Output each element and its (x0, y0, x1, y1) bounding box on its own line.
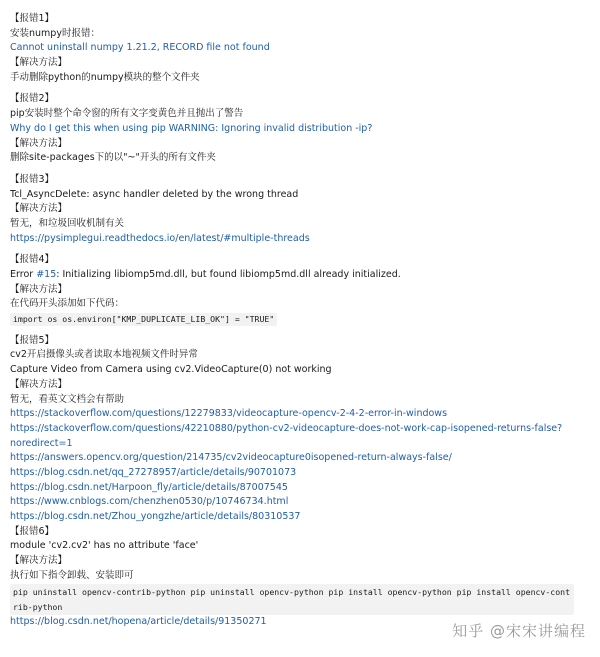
error-1-header: 【报错1】 (10, 13, 55, 24)
error-4-problem-prefix: Error (10, 269, 37, 280)
error-3-header: 【报错3】 (10, 173, 55, 185)
error-3-problem: Tcl_AsyncDelete: async handler deleted by the wrong thread (10, 188, 299, 200)
zhihu-watermark: 知乎 @宋宋讲编程 (452, 622, 586, 640)
error-1-solution-label: 【解决方法】 (10, 57, 68, 69)
error-3-solution: 暂无，和垃圾回收机制有关 (10, 217, 125, 229)
error-6-solution-link[interactable]: https://blog.csdn.net/hopena/article/details/91350271 (10, 615, 267, 627)
error-1-solution: 手动删除python的numpy模块的整个文件夹 (10, 71, 200, 83)
reference-link[interactable]: https://answers.opencv.org/question/214735/cv2videocapture0isopened-return-always-false/ (10, 452, 452, 464)
error-4-problem (10, 268, 592, 283)
reference-link[interactable]: https://blog.csdn.net/Harpoon_fly/article/details/87007545 (10, 481, 288, 493)
reference-link[interactable]: https://www.cnblogs.com/chenzhen0530/p/10746734.html (10, 496, 289, 508)
error-5-solution: 暂无，看英文文档会有帮助 (10, 393, 125, 405)
error-5-problem-detail: Capture Video from Camera using cv2.VideoCapture(0) not working (10, 364, 332, 376)
error-2-problem-link[interactable]: Why do I get this when using pip WARNING: Ignoring invalid distribution -ip? (10, 122, 373, 134)
error-2-header: 【报错2】 (10, 93, 55, 105)
error-4-problem-suffix: : Initializing libiomp5md.dll, but found libiomp5md.dll already initialized. (56, 269, 401, 280)
error-1-problem: 安装numpy时报错： (10, 27, 100, 39)
error-5-solution-label: 【解决方法】 (10, 378, 68, 390)
issue-15-link[interactable]: #15 (36, 269, 57, 280)
error-3-solution-link[interactable]: https://pysimplegui.readthedocs.io/en/latest/#multiple-threads (10, 232, 310, 244)
error-6-code-block: pip uninstall opencv-contrib-python pip uninstall opencv-python pip install opencv-python pip install opencv-contrib-python (10, 584, 574, 614)
reference-link[interactable]: https://stackoverflow.com/questions/12279833/videocapture-opencv-2-4-2-error-in-windows (10, 408, 448, 420)
error-2-solution: 删除site-packages下的以"~"开头的所有文件夹 (10, 152, 216, 164)
error-2-solution-label: 【解决方法】 (10, 137, 68, 149)
error-4-solution-label: 【解决方法】 (10, 283, 68, 295)
article-body (10, 12, 592, 630)
error-4-code-snippet: import os os.environ["KMP_DUPLICATE_LIB_OK"] = "TRUE" (10, 313, 277, 326)
error-5-header: 【报错5】 (10, 334, 55, 346)
error-1-problem-link[interactable]: Cannot uninstall numpy 1.21.2, RECORD file not found (10, 42, 270, 54)
error-6-solution: 执行如下指令卸载、安装即可 (10, 569, 134, 581)
reference-link[interactable]: https://blog.csdn.net/qq_27278957/article/details/90701073 (10, 466, 297, 478)
error-6-solution-label: 【解决方法】 (10, 555, 68, 567)
error-6-header: 【报错6】 (10, 525, 55, 537)
error-6-problem: module 'cv2.cv2' has no attribute 'face' (10, 540, 199, 552)
error-4-header: 【报错4】 (10, 254, 55, 266)
error-5-problem: cv2开启摄像头或者读取本地视频文件时异常 (10, 349, 198, 361)
error-4-solution: 在代码开头添加如下代码： (10, 298, 125, 310)
error-3-solution-label: 【解决方法】 (10, 203, 68, 215)
error-2-problem: pip安装时整个命令窗的所有文字变黄色并且抛出了警告 (10, 108, 244, 120)
reference-link[interactable]: https://stackoverflow.com/questions/42210880/python-cv2-videocapture-does-not-work-cap-isopened-returns-false? (10, 422, 563, 434)
reference-link[interactable]: https://blog.csdn.net/Zhou_yongzhe/article/details/80310537 (10, 511, 301, 522)
reference-link-continued[interactable]: noredirect=1 (10, 437, 73, 449)
